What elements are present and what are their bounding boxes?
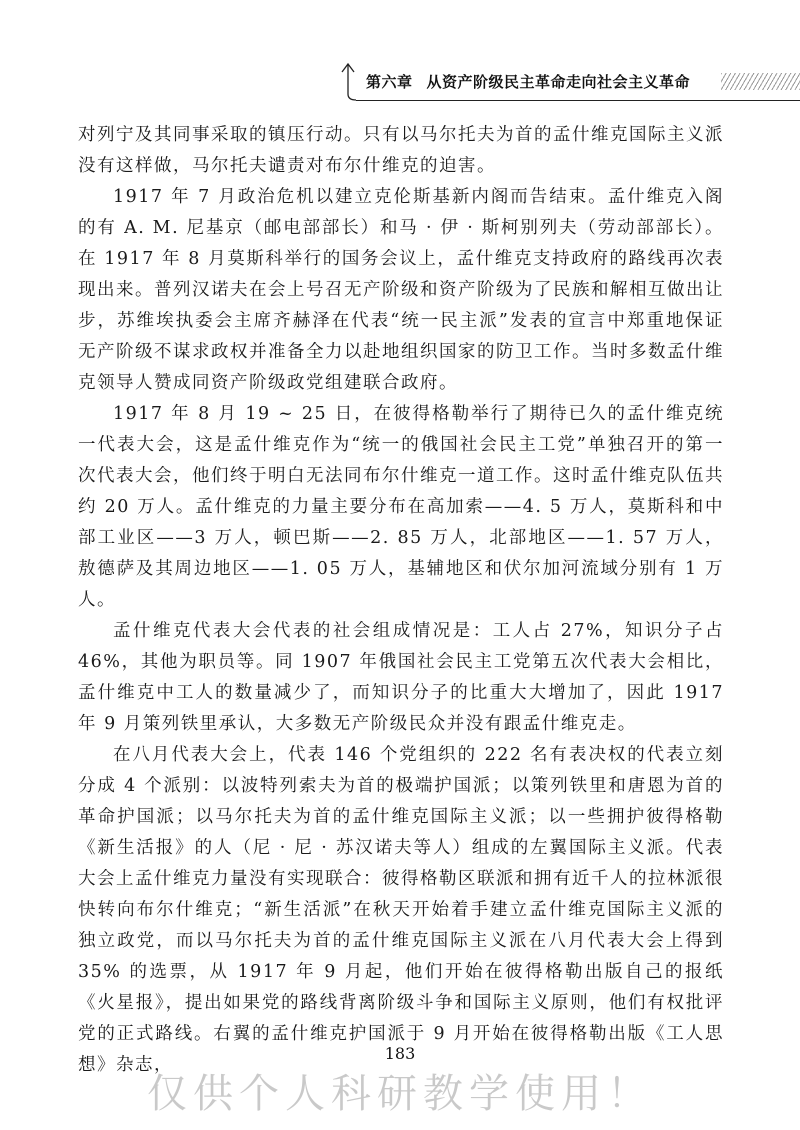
up-arrow-icon xyxy=(338,62,358,102)
page-number: 183 xyxy=(384,1044,416,1063)
header-hatch-decoration xyxy=(721,73,800,90)
paragraph: 1917 年 7 月政治危机以建立克伦斯基新内阁而告结束。孟什维克入阁的有 A. M. 尼基京（邮电部部长）和马 · 伊 · 斯柯别列夫（劳动部部长）。在 1917 年 8 月莫斯科举行的国务会议上，孟什维克支持政府的路线再次表现出来。普列汉诺夫在会上号召无产阶级和资产阶级为了民族和解相互做出让步，苏维埃执委会主席齐赫泽在代表“统一民主派”发表的宣言中郑重地保证无产阶级不谋求政权并准备全力以赴地组织国家的防卫工作。当时多数孟什维克领导人赞成同资产阶级政党组建联合政府。 xyxy=(78,187,724,393)
header-text xyxy=(366,71,690,92)
paragraph: 对列宁及其同事采取的镇压行动。只有以马尔托夫为首的孟什维克国际主义派没有这样做，马尔托夫谴责对布尔什维克的迫害。 xyxy=(78,125,724,176)
header-rule xyxy=(356,100,800,101)
body-text xyxy=(78,120,724,1081)
paragraph: 在八月代表大会上，代表 146 个党组织的 222 名有表决权的代表立刻分成 4 个派别：以波特列索夫为首的极端护国派；以策列铁里和唐恩为首的革命护国派；以马尔托夫为首的孟什维克国际主义派；以一些拥护彼得格勒《新生活报》的人（尼 · 尼 · 苏汉诺夫等人）组成的左翼国际主义派。代表大会上孟什维克力量没有实现联合：彼得格勒区联派和拥有近千人的拉林派很快转向布尔什维克；“新生活派”在秋天开始着手建立孟什维克国际主义派的独立政党，而以马尔托夫为首的孟什维克国际主义派在八月代表大会上得到 35% 的选票，从 1917 年 9 月起，他们开始在彼得格勒出版自己的报纸《火星报》，提出如果党的路线背离阶级斗争和国际主义原则，他们有权批评党的正式路线。右翼的孟什维克护国派于 9 月开始在彼得格勒出版《工人思想》杂志， xyxy=(78,745,724,1075)
watermark: 仅供个人科研教学使用！ xyxy=(147,1071,653,1117)
paragraph: 1917 年 8 月 19 ~ 25 日，在彼得格勒举行了期待已久的孟什维克统一代表大会，这是孟什维克作为“统一的俄国社会民主工党”单独召开的第一次代表大会，他们终于明白无法同布尔什维克一道工作。这时孟什维克队伍共约 20 万人。孟什维克的力量主要分布在高加索——4. 5 万人，莫斯科和中部工业区——3 万人，顿巴斯——2. 85 万人，北部地区——1. 57 万人，敖德萨及其周边地区——1. 05 万人，基辅地区和伏尔加河流域分别有 1 万人。 xyxy=(78,404,724,610)
running-header xyxy=(338,62,800,106)
paragraph: 孟什维克代表大会代表的社会组成情况是：工人占 27%，知识分子占 46%，其他为职员等。同 1907 年俄国社会民主工党第五次代表大会相比，孟什维克中工人的数量减少了，而知识分子的比重大大增加了，因此 1917 年 9 月策列铁里承认，大多数无产阶级民众并没有跟孟什维克走。 xyxy=(78,621,724,734)
chapter-title: 从资产阶级民主革命走向社会主义革命 xyxy=(426,73,691,91)
chapter-number: 第六章 xyxy=(366,73,413,91)
